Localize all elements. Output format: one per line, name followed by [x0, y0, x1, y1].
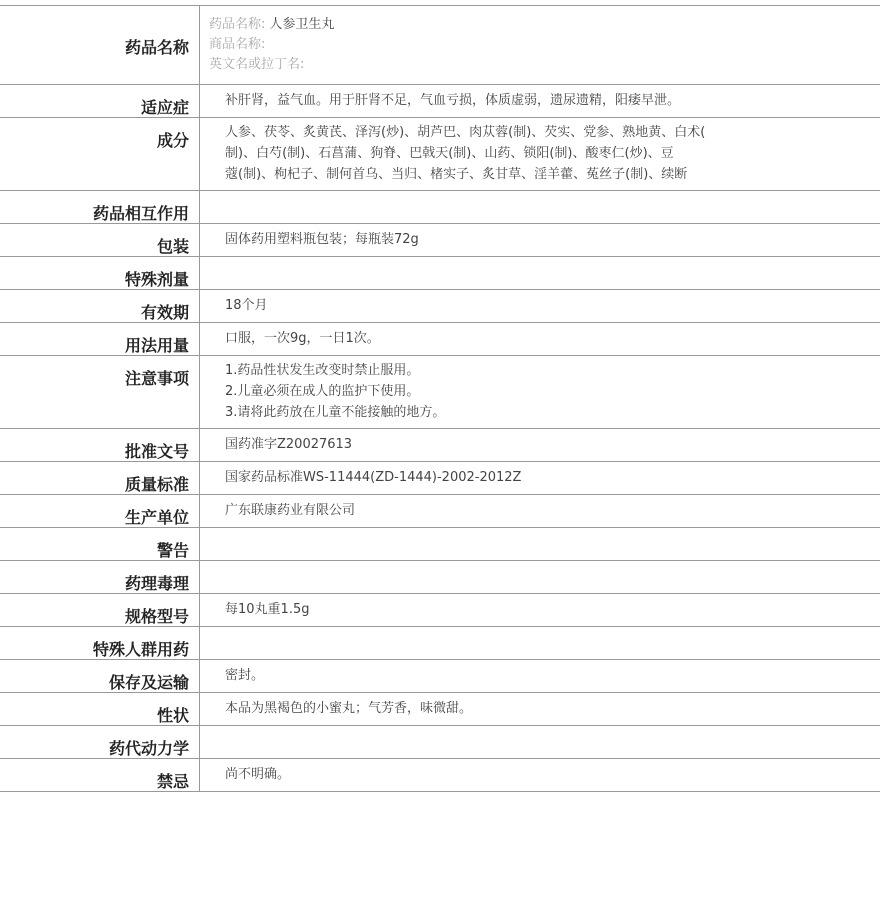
row-label: 成分 — [0, 118, 200, 190]
row-shelf-life — [0, 289, 880, 322]
row-pharmacokinetics — [0, 725, 880, 758]
row-approval-number — [0, 428, 880, 461]
row-value: 国药准字Z20027613 — [225, 437, 353, 452]
row-manufacturer — [0, 494, 880, 527]
row-ingredients — [0, 117, 880, 190]
row-label: 特殊人群用药 — [0, 627, 200, 659]
row-label: 规格型号 — [0, 594, 200, 626]
generic-name-field — [209, 15, 880, 35]
row-special-populations — [0, 626, 880, 659]
row-pharmacology — [0, 560, 880, 593]
drug-info-table — [0, 5, 880, 792]
row-value: 口服，一次9g，一日1次。 — [225, 331, 380, 346]
row-value: 本品为黑褐色的小蜜丸；气芳香，味微甜。 — [225, 701, 473, 716]
row-drug-name — [0, 5, 880, 84]
row-packaging — [0, 223, 880, 256]
row-label: 包装 — [0, 224, 200, 256]
row-value: 补肝肾，益气血。用于肝肾不足，气血亏损，体质虚弱，遗尿遗精，阳痿早泄。 — [225, 93, 681, 108]
precaution-line: 2.儿童必须在成人的监护下使用。 — [225, 384, 420, 399]
row-value — [200, 528, 880, 560]
row-label: 禁忌 — [0, 759, 200, 791]
row-indications — [0, 84, 880, 117]
ingredients-line: 蔻(制)、枸杞子、制何首乌、当归、楮实子、炙甘草、淫羊藿、菟丝子(制)、续断 — [225, 167, 688, 182]
row-value: 密封。 — [225, 668, 265, 683]
row-label: 药品名称 — [0, 6, 200, 84]
row-value — [200, 726, 880, 758]
row-interactions — [0, 190, 880, 223]
ingredients-line: 制)、白芍(制)、石菖蒲、狗脊、巴戟天(制)、山药、锁阳(制)、酸枣仁(炒)、豆 — [225, 146, 674, 161]
row-label: 注意事项 — [0, 356, 200, 428]
row-contraindications — [0, 758, 880, 792]
name-fields — [200, 6, 880, 84]
row-quality-standard — [0, 461, 880, 494]
row-value: 国家药品标准WS-11444(ZD-1444)-2002-2012Z — [225, 470, 522, 485]
row-value: 每10丸重1.5g — [225, 602, 310, 617]
row-value: 尚不明确。 — [225, 767, 291, 782]
row-label: 警告 — [0, 528, 200, 560]
row-warning — [0, 527, 880, 560]
row-label: 有效期 — [0, 290, 200, 322]
row-usage-dosage — [0, 322, 880, 355]
row-label: 药品相互作用 — [0, 191, 200, 223]
row-value — [200, 257, 880, 289]
row-label: 药代动力学 — [0, 726, 200, 758]
field-key: 药品名称: — [209, 17, 266, 32]
field-key: 英文名或拉丁名: — [209, 57, 305, 72]
row-label: 批准文号 — [0, 429, 200, 461]
row-value — [200, 118, 880, 190]
row-value: 18个月 — [225, 298, 268, 313]
row-storage — [0, 659, 880, 692]
row-value — [200, 561, 880, 593]
row-label: 特殊剂量 — [0, 257, 200, 289]
row-precautions — [0, 355, 880, 428]
ingredients-line: 人参、茯苓、炙黄芪、泽泻(炒)、胡芦巴、肉苁蓉(制)、芡实、党参、熟地黄、白术( — [225, 125, 706, 140]
field-value: 人参卫生丸 — [269, 17, 335, 32]
row-label: 性状 — [0, 693, 200, 725]
row-description — [0, 692, 880, 725]
row-label: 保存及运输 — [0, 660, 200, 692]
row-value — [200, 356, 880, 428]
row-value — [200, 191, 880, 223]
row-value: 广东联康药业有限公司 — [225, 503, 356, 518]
row-specification — [0, 593, 880, 626]
row-label: 药理毒理 — [0, 561, 200, 593]
precaution-line: 1.药品性状发生改变时禁止服用。 — [225, 363, 420, 378]
row-value: 固体药用塑料瓶包装；每瓶装72g — [225, 232, 419, 247]
precaution-line: 3.请将此药放在儿童不能接触的地方。 — [225, 405, 446, 420]
row-label: 质量标准 — [0, 462, 200, 494]
row-label: 生产单位 — [0, 495, 200, 527]
latin-name-field — [209, 55, 880, 75]
row-special-dosage — [0, 256, 880, 289]
row-label: 用法用量 — [0, 323, 200, 355]
row-label: 适应症 — [0, 85, 200, 117]
row-value — [200, 627, 880, 659]
trade-name-field — [209, 35, 880, 55]
field-key: 商品名称: — [209, 37, 266, 52]
